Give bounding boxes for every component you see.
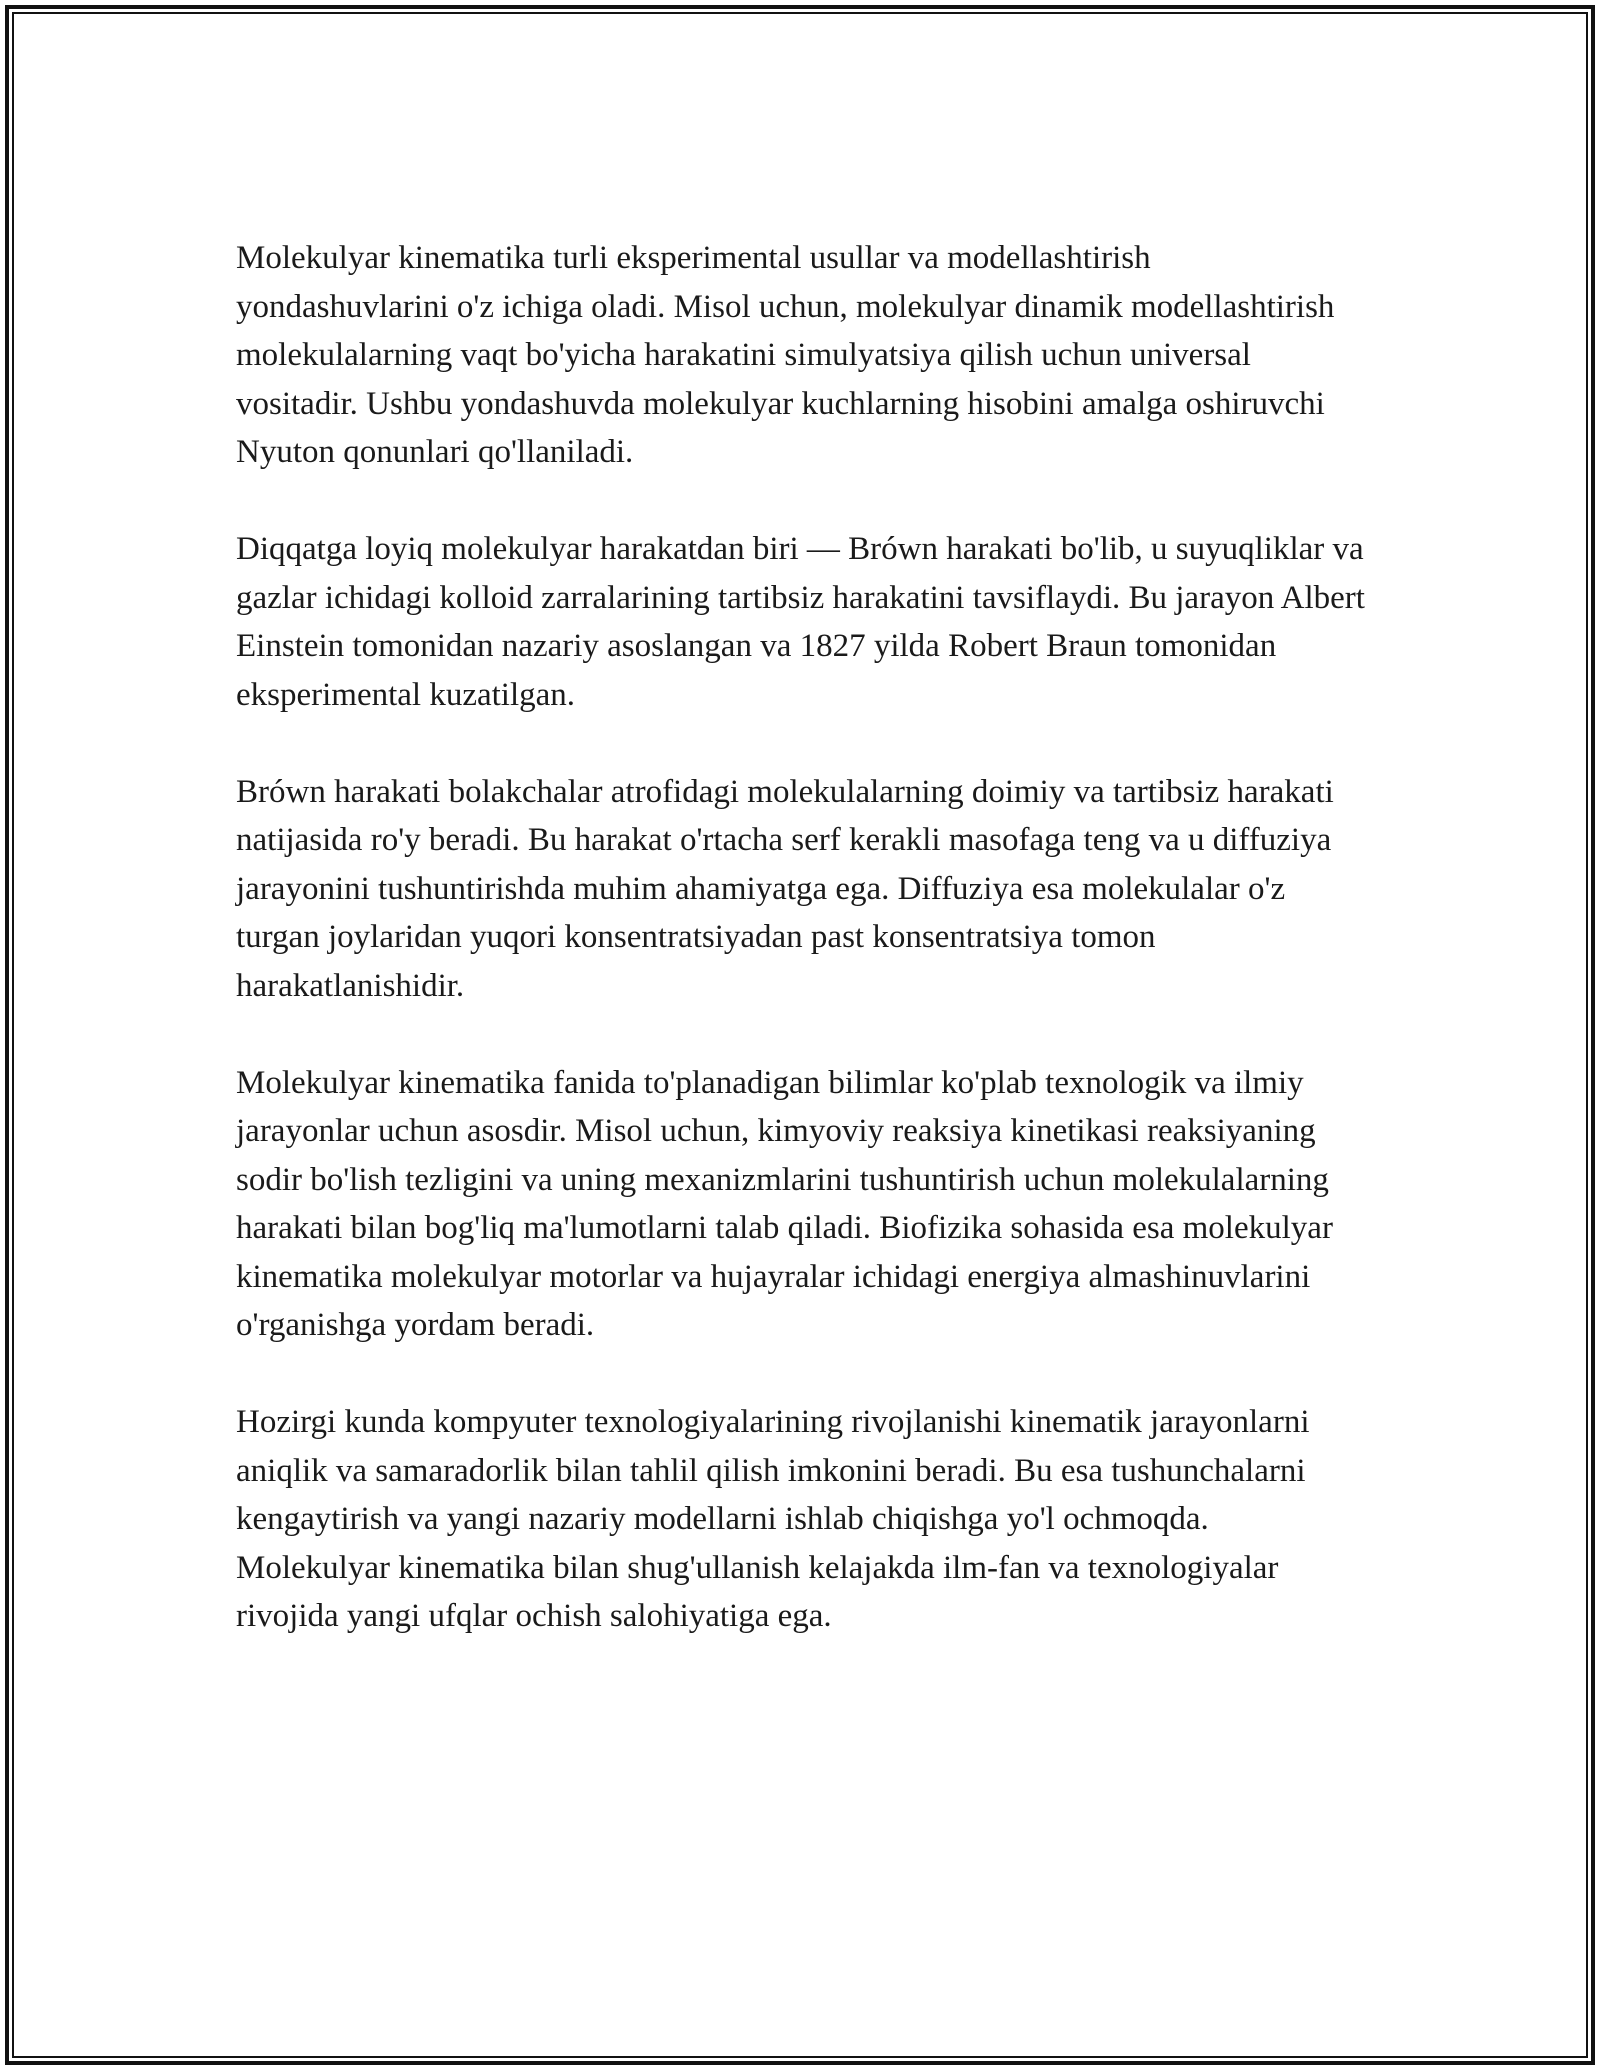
- document-body: [236, 234, 1366, 1689]
- paragraph: Hozirgi kunda kompyuter texnologiyalarining rivojlanishi kinematik jarayonlarni aniqlik va samaradorlik bilan tahlil qilish imkonini beradi. Bu esa tushunchalarni kengaytirish va yangi nazariy modellarni ishlab chiqishga yo'l ochmoqda. Molekulyar kinematika bilan shug'ullanish kelajakda ilm-fan va texnologiyalar rivojida yangi ufqlar ochish salohiyatiga ega.: [236, 1404, 1310, 1634]
- paragraph: Molekulyar kinematika turli eksperimental usullar va modellashtirish yondashuvlarini o'z ichiga oladi. Misol uchun, molekulyar dinamik modellashtirish molekulalarning vaqt bo'yicha harakatini simulyatsiya qilish uchun universal vositadir. Ushbu yondashuvda molekulyar kuchlarning hisobini amalga oshiruvchi Nyuton qonunlari qo'llaniladi.: [236, 240, 1335, 470]
- paragraph: Brówn harakati bolakchalar atrofidagi molekulalarning doimiy va tartibsiz harakati natijasida ro'y beradi. Bu harakat o'rtacha serf kerakli masofaga teng va u diffuziya jarayonini tushuntirishda muhim ahamiyatga ega. Diffuziya esa molekulalar o'z turgan joylaridan yuqori konsentratsiyadan past konsentratsiya tomon harakatlanishidir.: [236, 773, 1334, 1004]
- paragraph: Diqqatga loyiq molekulyar harakatdan biri — Brówn harakati bo'lib, u suyuqliklar va gazlar ichidagi kolloid zarralarining tartibsiz harakatini tavsiflaydi. Bu jarayon Albert Einstein tomonidan nazariy asoslangan va 1827 yilda Robert Braun tomonidan eksperimental kuzatilgan.: [236, 531, 1365, 713]
- paragraph: Molekulyar kinematika fanida to'planadigan bilimlar ko'plab texnologik va ilmiy jarayonlar uchun asosdir. Misol uchun, kimyoviy reaksiya kinetikasi reaksiyaning sodir bo'lish tezligini va uning mexanizmlarini tushuntirish uchun molekulalarning harakati bilan bog'liq ma'lumotlarni talab qiladi. Biofizika sohasida esa molekulyar kinematika molekulyar motorlar va hujayralar ichidagi energiya almashinuvlarini o'rganishga yordam beradi.: [236, 1064, 1333, 1343]
